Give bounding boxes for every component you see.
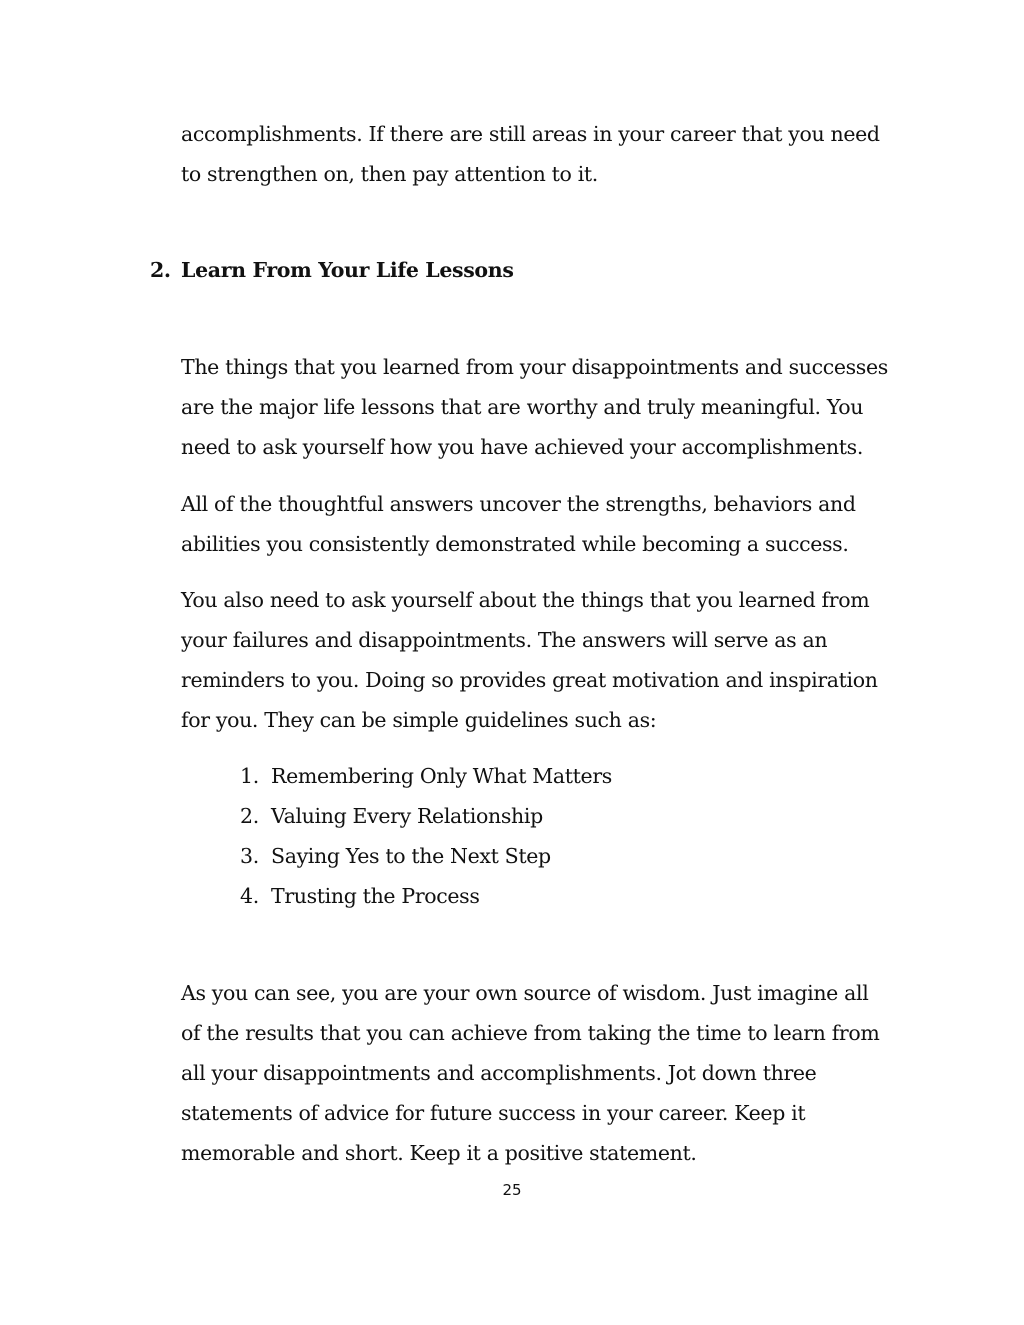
list-item [240, 756, 612, 796]
paragraph-disappointments-successes [181, 347, 921, 467]
paragraph-line: for you. They can be simple guidelines such as: [181, 708, 657, 732]
paragraph-line: accomplishments. If there are still areas in your career that you need [181, 122, 880, 146]
paragraph-line: your failures and disappointments. The answers will serve as an [181, 628, 828, 652]
list-item [240, 836, 612, 876]
paragraph-line: of the results that you can achieve from taking the time to learn from [181, 1021, 880, 1045]
list-item-number: 1. [240, 764, 259, 788]
list-item-text: Valuing Every Relationship [271, 804, 543, 828]
section-title: Learn From Your Life Lessons [181, 258, 514, 282]
list-item-number: 3. [240, 844, 259, 868]
paragraph-line: The things that you learned from your disappointments and successes [181, 355, 888, 379]
top-paragraph [181, 114, 921, 194]
list-item-text: Remembering Only What Matters [271, 764, 612, 788]
page-number: 25 [502, 1181, 522, 1199]
paragraph-line: abilities you consistently demonstrated while becoming a success. [181, 532, 849, 556]
list-item [240, 796, 612, 836]
list-item-text: Trusting the Process [271, 884, 480, 908]
paragraph-line: all your disappointments and accomplishments. Jot down three [181, 1061, 817, 1085]
paragraph-failures [181, 580, 921, 740]
list-item-number: 2. [240, 804, 259, 828]
list-item [240, 876, 612, 916]
paragraph-line: memorable and short. Keep it a positive statement. [181, 1141, 697, 1165]
paragraph-line: You also need to ask yourself about the things that you learned from [181, 588, 870, 612]
paragraph-line: to strengthen on, then pay attention to it. [181, 162, 598, 186]
paragraph-line: All of the thoughtful answers uncover the strengths, behaviors and [181, 492, 856, 516]
paragraph-line: are the major life lessons that are worthy and truly meaningful. You [181, 395, 864, 419]
list-item-number: 4. [240, 884, 259, 908]
paragraph-line: As you can see, you are your own source of wisdom. Just imagine all [181, 981, 869, 1005]
guidelines-list [240, 756, 612, 916]
paragraph-line: reminders to you. Doing so provides great motivation and inspiration [181, 668, 878, 692]
section-number: 2. [150, 258, 171, 282]
section-heading [150, 250, 514, 290]
paragraph-line: need to ask yourself how you have achieved your accomplishments. [181, 435, 863, 459]
paragraph-own-source-of-wisdom [181, 973, 921, 1173]
paragraph-line: statements of advice for future success in your career. Keep it [181, 1101, 806, 1125]
paragraph-thoughtful-answers [181, 484, 921, 564]
list-item-text: Saying Yes to the Next Step [271, 844, 551, 868]
